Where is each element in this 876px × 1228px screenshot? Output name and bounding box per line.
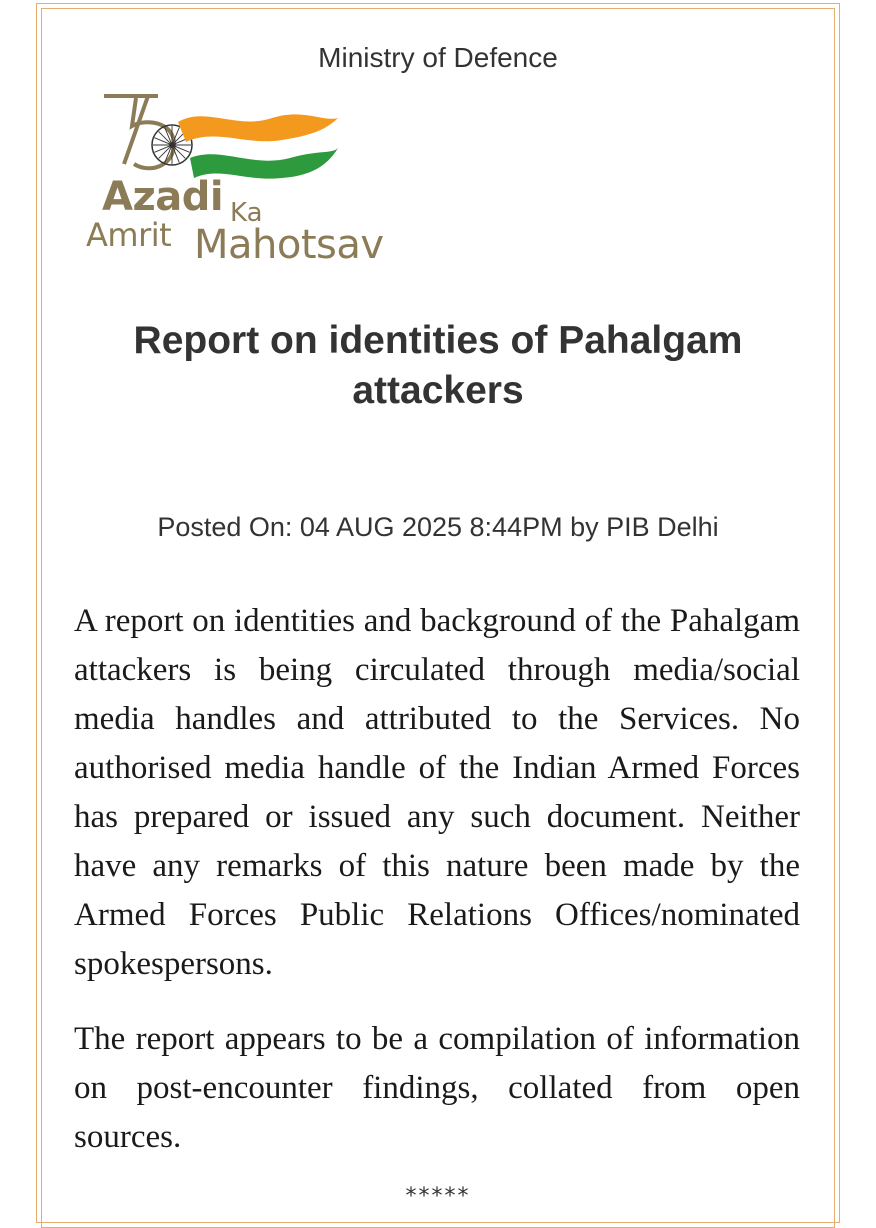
flag-saffron-band [178, 114, 338, 142]
posted-on-line: Posted On: 04 AUG 2025 8:44PM by PIB Delhi [157, 512, 719, 542]
logo-mahotsav: Mahotsav [194, 222, 384, 268]
logo-seven-glyph [104, 96, 148, 164]
logo-azadi: Azadi [102, 174, 224, 220]
ministry-name: Ministry of Defence [318, 42, 558, 73]
body-paragraph-1: A report on identities and background of the Pahalgam attackers is being circulated through media/social media handles and attributed to the Services. No authorised media handle of the Indian Armed Forces has prepared or issued any such document. Neither have any remarks of this nature been made by the Armed Forces Public Relations Offices/nominated spokespersons. [74, 603, 800, 982]
logo-amrit: Amrit [86, 216, 172, 254]
end-marker: ***** [405, 1184, 471, 1209]
logo-ka: Ka [230, 198, 263, 228]
body-paragraph-2: The report appears to be a compilation of information on post-encounter findings, collated from open sources. [74, 1021, 800, 1155]
logo-five-curve [132, 98, 174, 168]
azadi-ka-amrit-mahotsav-logo [86, 88, 406, 268]
page-title: Report on identities of Pahalgam attackers [133, 319, 743, 412]
